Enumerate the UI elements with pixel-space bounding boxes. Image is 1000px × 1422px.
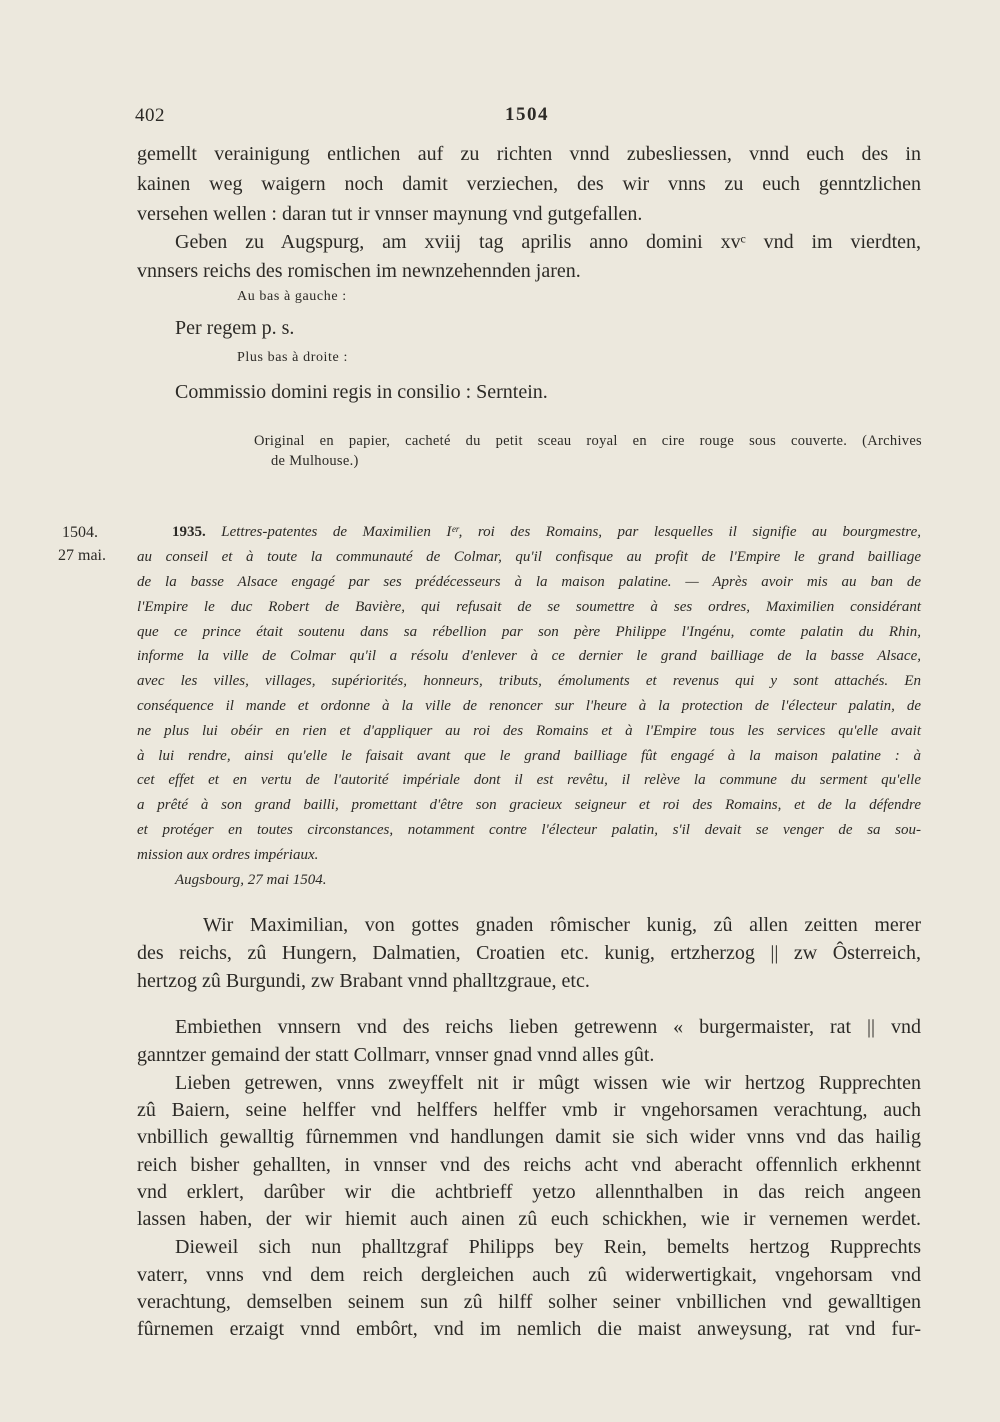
body-line: verachtung, demselben seinem sun zû hilff solher seiner vnbillichen vnd gewalltigen xyxy=(137,1291,921,1313)
margin-date: 27 mai. xyxy=(58,547,106,564)
body-line: lassen haben, der wir hiemit auch ainen zû euch schickhen, wie ir vernemen werdet. xyxy=(137,1208,921,1230)
body-line: ganntzer gemaind der statt Collmarr, vnnser gnad vnnd alles gût. xyxy=(137,1044,655,1066)
note-left: Au bas à gauche : xyxy=(237,289,347,304)
note-right: Plus bas à droite : xyxy=(237,350,348,365)
commissio-line: Commissio domini regis in consilio : Serntein. xyxy=(175,381,548,403)
margin-year: 1504. xyxy=(62,524,98,541)
summary-line: et protéger en toutes circonstances, notamment contre l'électeur palatin, s'il devait se venger de sa sou- xyxy=(137,822,921,838)
summary-line: conséquence il mande et ordonne à la ville de renoncer sur l'heure à la protection de l'électeur palatin, de xyxy=(137,698,921,714)
per-regem: Per regem p. s. xyxy=(175,317,295,339)
source-note: Original en papier, cacheté du petit sceau royal en cire rouge sous couverte. (Archives xyxy=(254,433,922,449)
text-line: gemellt verainigung entlichen auf zu richten vnnd zubesliessen, vnnd euch des in xyxy=(137,143,921,165)
summary-line: à lui rendre, ainsi qu'elle le faisait avant que le grand bailliage fût engagé à la maison palatine : à xyxy=(137,748,921,764)
body-line: Wir Maximilian, von gottes gnaden rômischer kunig, zû allen zeitten merer xyxy=(203,914,921,936)
summary-line: mission aux ordres impériaux. xyxy=(137,847,319,863)
entry-summary-first-line xyxy=(172,522,921,543)
body-line: vaterr, vnns vnd dem reich dergleichen auch zû widerwertigkait, vngehorsam vnd xyxy=(137,1264,921,1286)
body-line: reich bisher gehallten, in vnnser vnd des reichs acht vnd aberacht offennlich erkhennt xyxy=(137,1154,921,1176)
page-number: 402 xyxy=(135,105,165,126)
body-line: zû Baiern, seine helffer vnd helffers helffer vmb ir vngehorsamen verachtung, auch xyxy=(137,1099,921,1121)
body-line: hertzog zû Burgundi, zw Brabant vnnd phalltzgraue, etc. xyxy=(137,970,590,992)
summary-line: avec les villes, villages, supériorités, honneurs, tributs, émoluments et revenus qui y sont attachés. En xyxy=(137,673,921,689)
place-date: Augsbourg, 27 mai 1504. xyxy=(175,872,327,888)
text-line: kainen weg waigern noch damit verziechen, des wir vnns zu euch genntzlichen xyxy=(137,173,921,195)
text-line: vnnsers reichs des romischen im newnzehennden jaren. xyxy=(137,260,581,282)
summary-line: de la basse Alsace engagé par ses prédécesseurs à la maison palatine. — Après avoir mis au ban de xyxy=(137,574,921,590)
body-line: vnbillich gewalltig fûrnemmen vnd handlungen damit sie sich wider vnns vnd das hailig xyxy=(137,1126,921,1148)
entry-summary-text: Lettres-patentes de Maximilien Iᵉʳ, roi des Romains, par lesquelles il signifie au bourgmestre, xyxy=(221,524,922,540)
summary-line: cet effet et en vertu de l'autorité impériale dont il est revêtu, il relève la commune du serment qu'elle xyxy=(137,772,921,788)
summary-line: au conseil et à toute la communauté de Colmar, qu'il confisque au profit de l'Empire le grand bailliage xyxy=(137,549,921,565)
summary-line: l'Empire le duc Robert de Bavière, qui refusait de se soumettre à ses ordres, Maximilien considérant xyxy=(137,599,921,615)
summary-line: que ce prince était soutenu dans sa rébellion par son père Philippe l'Ingénu, comte palatin du Rhin, xyxy=(137,624,921,640)
text-line: Geben zu Augspurg, am xviij tag aprilis anno domini xvᶜ vnd im vierdten, xyxy=(175,231,921,253)
text-line: versehen wellen : daran tut ir vnnser maynung vnd gutgefallen. xyxy=(137,203,643,225)
summary-line: informe la ville de Colmar qu'il a résolu d'enlever à ce dernier le grand bailliage de la basse Alsace, xyxy=(137,648,921,664)
source-note: de Mulhouse.) xyxy=(271,453,359,469)
entry-number: 1935. xyxy=(172,524,206,540)
running-header-year: 1504 xyxy=(505,104,549,125)
summary-line: ne plus lui obéir en rien et d'appliquer au roi des Romains et à l'Empire tous les services qu'elle avait xyxy=(137,723,921,739)
body-line: des reichs, zû Hungern, Dalmatien, Croatien etc. kunig, ertzherzog || zw Ôsterreich, xyxy=(137,942,921,964)
body-line: fûrnemen erzaigt vnnd embôrt, vnd im nemlich die maist anweysung, rat vnd fur- xyxy=(137,1318,921,1340)
body-line: vnd erklert, darûber wir die achtbrieff yetzo allennthalben in das reich angeen xyxy=(137,1181,921,1203)
body-line: Embiethen vnnsern vnd des reichs lieben getrewenn « burgermaister, rat || vnd xyxy=(175,1016,921,1038)
body-line: Lieben getrewen, vnns zweyffelt nit ir mûgt wissen wie wir hertzog Rupprechten xyxy=(175,1072,921,1094)
summary-line: a prêté à son grand bailli, promettant d'être son gracieux seigneur et roi des Romains, et de la défendre xyxy=(137,797,921,813)
body-line: Dieweil sich nun phalltzgraf Philipps bey Rein, bemelts hertzog Rupprechts xyxy=(175,1236,921,1258)
